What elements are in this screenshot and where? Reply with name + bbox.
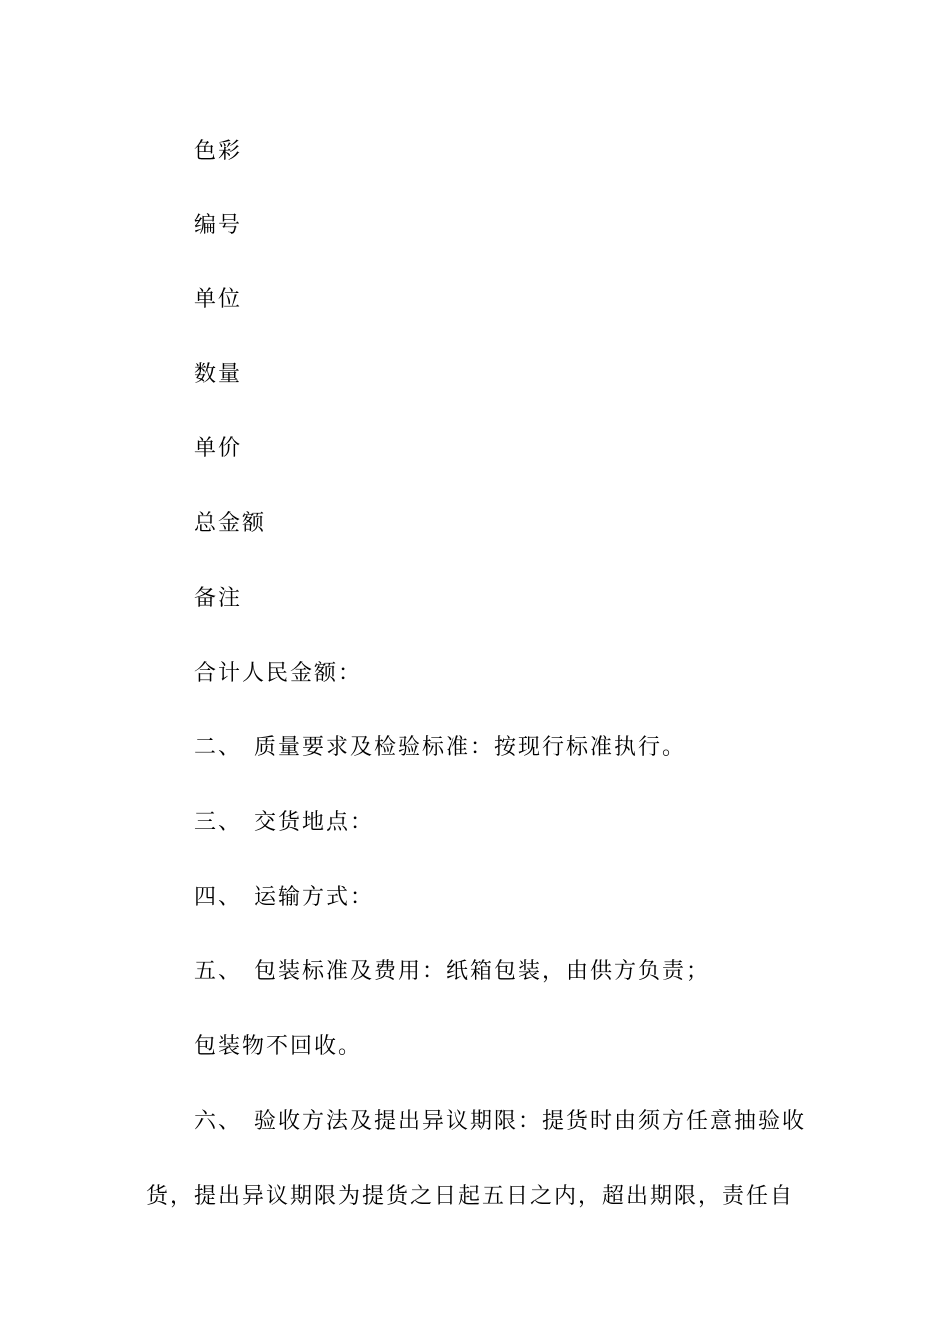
clause-6 — [194, 1107, 806, 1137]
clause-5-text: 包装标准及费用：纸箱包装，由供方负责； — [254, 959, 711, 984]
clause-3-text: 交货地点： — [254, 810, 375, 835]
clause-2-number: 二、 — [194, 735, 243, 760]
clause-4-number: 四、 — [194, 885, 243, 910]
clause-6-number: 六、 — [194, 1109, 243, 1134]
clause-4 — [194, 883, 374, 913]
clause-4-text: 运输方式： — [254, 885, 375, 910]
clause-5-continuation: 包装物不回收。 — [194, 1034, 363, 1059]
item-number: 编号 — [194, 213, 243, 238]
item-total-amount: 总金额 — [194, 511, 267, 536]
clause-3-number: 三、 — [194, 810, 243, 835]
item-unit: 单位 — [194, 287, 243, 312]
total-rmb-line: 合计人民金额： — [194, 661, 363, 686]
item-quantity: 数量 — [194, 362, 243, 387]
clause-6-text: 验收方法及提出异议期限：提货时由须方任意抽验收 — [254, 1109, 807, 1134]
item-color: 色彩 — [194, 139, 243, 164]
clause-6-continuation: 货，提出异议期限为提货之日起五日之内，超出期限，责任自 — [146, 1184, 795, 1209]
clause-2-text: 质量要求及检验标准：按现行标准执行。 — [254, 735, 687, 760]
item-unit-price: 单价 — [194, 436, 243, 461]
clause-5 — [194, 957, 710, 987]
clause-2 — [194, 733, 686, 763]
clause-5-number: 五、 — [194, 959, 243, 984]
item-remarks: 备注 — [194, 586, 243, 611]
clause-3 — [194, 808, 374, 838]
